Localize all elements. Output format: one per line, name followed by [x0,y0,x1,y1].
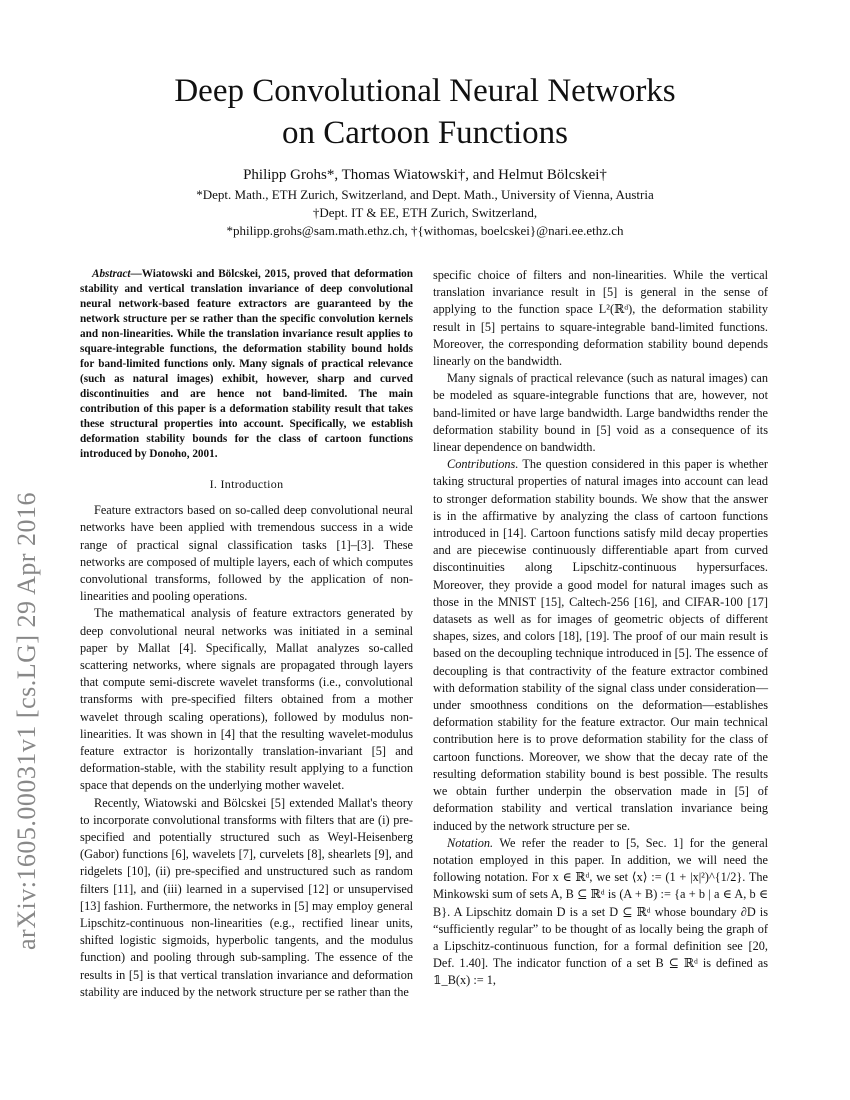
left-column [80,267,413,1001]
right-column [433,267,768,990]
intro-paragraph-3: Recently, Wiatowski and Bölcskei [5] extended Mallat's theory to incorporate convolutional transforms with filters that are (i) pre-specified and potentially structured such as Weyl-Heisenberg (Gabor) functions [6], wavelets [7], curvelets [8], shearlets [9], and ridgelets [10], (ii) pre-specified and unstructured such as random filters [11], and (iii) learned in a supervised [12] or unsupervised [13] fashion. Furthermore, the networks in [5] may employ general Lipschitz-continuous non-linearities (e.g., rectified linear units, shifted logistic sigmoids, hyperbolic tangents, and the modulus function) and pooling through sub-sampling. The essence of the results in [5] is that vertical translation invariance and deformation stability are induced by the network structure per se rather than the [80,795,413,999]
contributions-text: The question considered in this paper is whether taking structural properties of natural images into account can lead to stronger deformation stability bounds. We show that the answer is in the affirmative by analyzing the class of cartoon functions introduced in [14]. Cartoon functions satisfy mild decay properties and are piecewise continuously differentiable apart from curved discontinuities along Lipschitz-continuous hypersurfaces. Moreover, they provide a good model for natural images such as those in the MNIST [15], Caltech-256 [16], and CIFAR-100 [17] datasets as well as for images of geometric objects of different shapes, sizes, and colors [18], [19]. The proof of our main result is based on the decoupling technique introduced in [5]. The essence of decoupling is that contractivity of the feature extractor combined with deformation stability of the signal class under consideration—under smoothness conditions on the deformation—establishes deformation stability for the feature extractor. Our main technical contribution here is to prove deformation stability for the class of cartoon functions. Moreover, we show that the decay rate of the resulting deformation stability bound is best possible. The results we obtain further underpin the observation made in [5] of deformation stability and vertical translation invariance being induced by the network structure per se. [433,457,768,833]
contributions-paragraph [433,456,768,834]
notation-label: Notation. [447,835,494,850]
contributions-label: Contributions. [447,457,519,472]
abstract-text: —Wiatowski and Bölcskei, 2015, proved that deformation stability and vertical translation invariance of deep convolutional neural network-based feature extractors are guaranteed by the network structure per se rather than the specific convolution kernels and non-linearities. While the translation invariance result applies to square-integrable functions, the deformation stability bound holds for band-limited functions only. Many signals of practical relevance (such as natural images) exhibit, however, sharp and curved discontinuities and are hence not band-limited. The main contribution of this paper is a deformation stability result that takes these structural properties into account. Specifically, we establish deformation stability bounds for the class of cartoon functions introduced by Donoho, 2001. [80,268,413,460]
intro-paragraph-2: The mathematical analysis of feature extractors generated by deep convolutional neural networks was initiated in a seminal paper by Mallat [4]. Specifically, Mallat analyzes so-called scattering networks, where signals are propagated through layers that compute semi-discrete wavelet transforms (i.e., convolutional transforms with pre-specified filters obtained from a mother wavelet through scaling operations), followed by modulus non-linearities. It was shown in [4] that the resulting wavelet-modulus feature extractor is horizontally translation-invariant [5] and deformation-stable, with the stability result applying to a function space that depends on the underlying mother wavelet. [80,606,413,793]
author-emails[interactable]: *philipp.grohs@sam.math.ethz.ch, †{withomas, boelcskei}@nari.ee.ethz.ch [226,223,624,238]
intro-paragraph-1: Feature extractors based on so-called deep convolutional neural networks have been applied with tremendous success in a wide range of practical signal classification tasks [1]–[3]. These networks are composed of multiple layers, each of which computes convolutional transforms, followed by the application of non-linearities and pooling operations. [80,503,413,604]
section-heading-introduction: I. Introduction [209,477,284,491]
abstract-label: Abstract [92,268,131,280]
notation-text: We refer the reader to [5, Sec. 1] for the general notation employed in this paper. In addition, we will need the following notation. For x ∈ ℝᵈ, we set ⟨x⟩ := (1 + |x|²)^{1/2}. The Minkowski sum of sets A, B ⊆ ℝᵈ is (A + B) := {a + b | a ∈ A, b ∈ B}. A Lipschitz domain D is a set D ⊆ ℝᵈ whose boundary ∂D is “sufficiently regular” to be thought of as locally being the graph of a Lipschitz-continuous function, for a formal definition see [20, Def. 1.40]. The indicator function of a set B ⊆ ℝᵈ is defined as 𝟙_B(x) := 1, [433,835,768,988]
title-line-2: on Cartoon Functions [282,115,568,151]
title-line-1: Deep Convolutional Neural Networks [174,73,676,109]
notation-paragraph [433,835,768,990]
affiliation-1: *Dept. Math., ETH Zurich, Switzerland, and Dept. Math., University of Vienna, Austria [196,187,654,202]
right-paragraph-2: Many signals of practical relevance (such as natural images) can be modeled as square-integrable functions that are, however, not band-limited or have large bandwidth. Large bandwidths render the deformation stability bound in [5] void as a consequence of its linear dependence on bandwidth. [433,371,768,455]
author-list: Philipp Grohs*, Thomas Wiatowski†, and Helmut Bölcskei† [243,167,607,183]
abstract [80,267,413,462]
right-paragraph-1: specific choice of filters and non-linearities. While the vertical translation invariance result in [5] is general in the sense of applying to the function space L²(ℝᵈ), the deformation stability result in [5] pertains to square-integrable band-limited functions. Moreover, the corresponding deformation stability bound depends linearly on the bandwidth. [433,268,768,369]
affiliation-2: †Dept. IT & EE, ETH Zurich, Switzerland, [312,205,538,220]
paper-title [0,70,850,154]
arxiv-identifier[interactable]: arXiv:1605.00031v1 [cs.LG] 29 Apr 2016 [12,491,41,950]
